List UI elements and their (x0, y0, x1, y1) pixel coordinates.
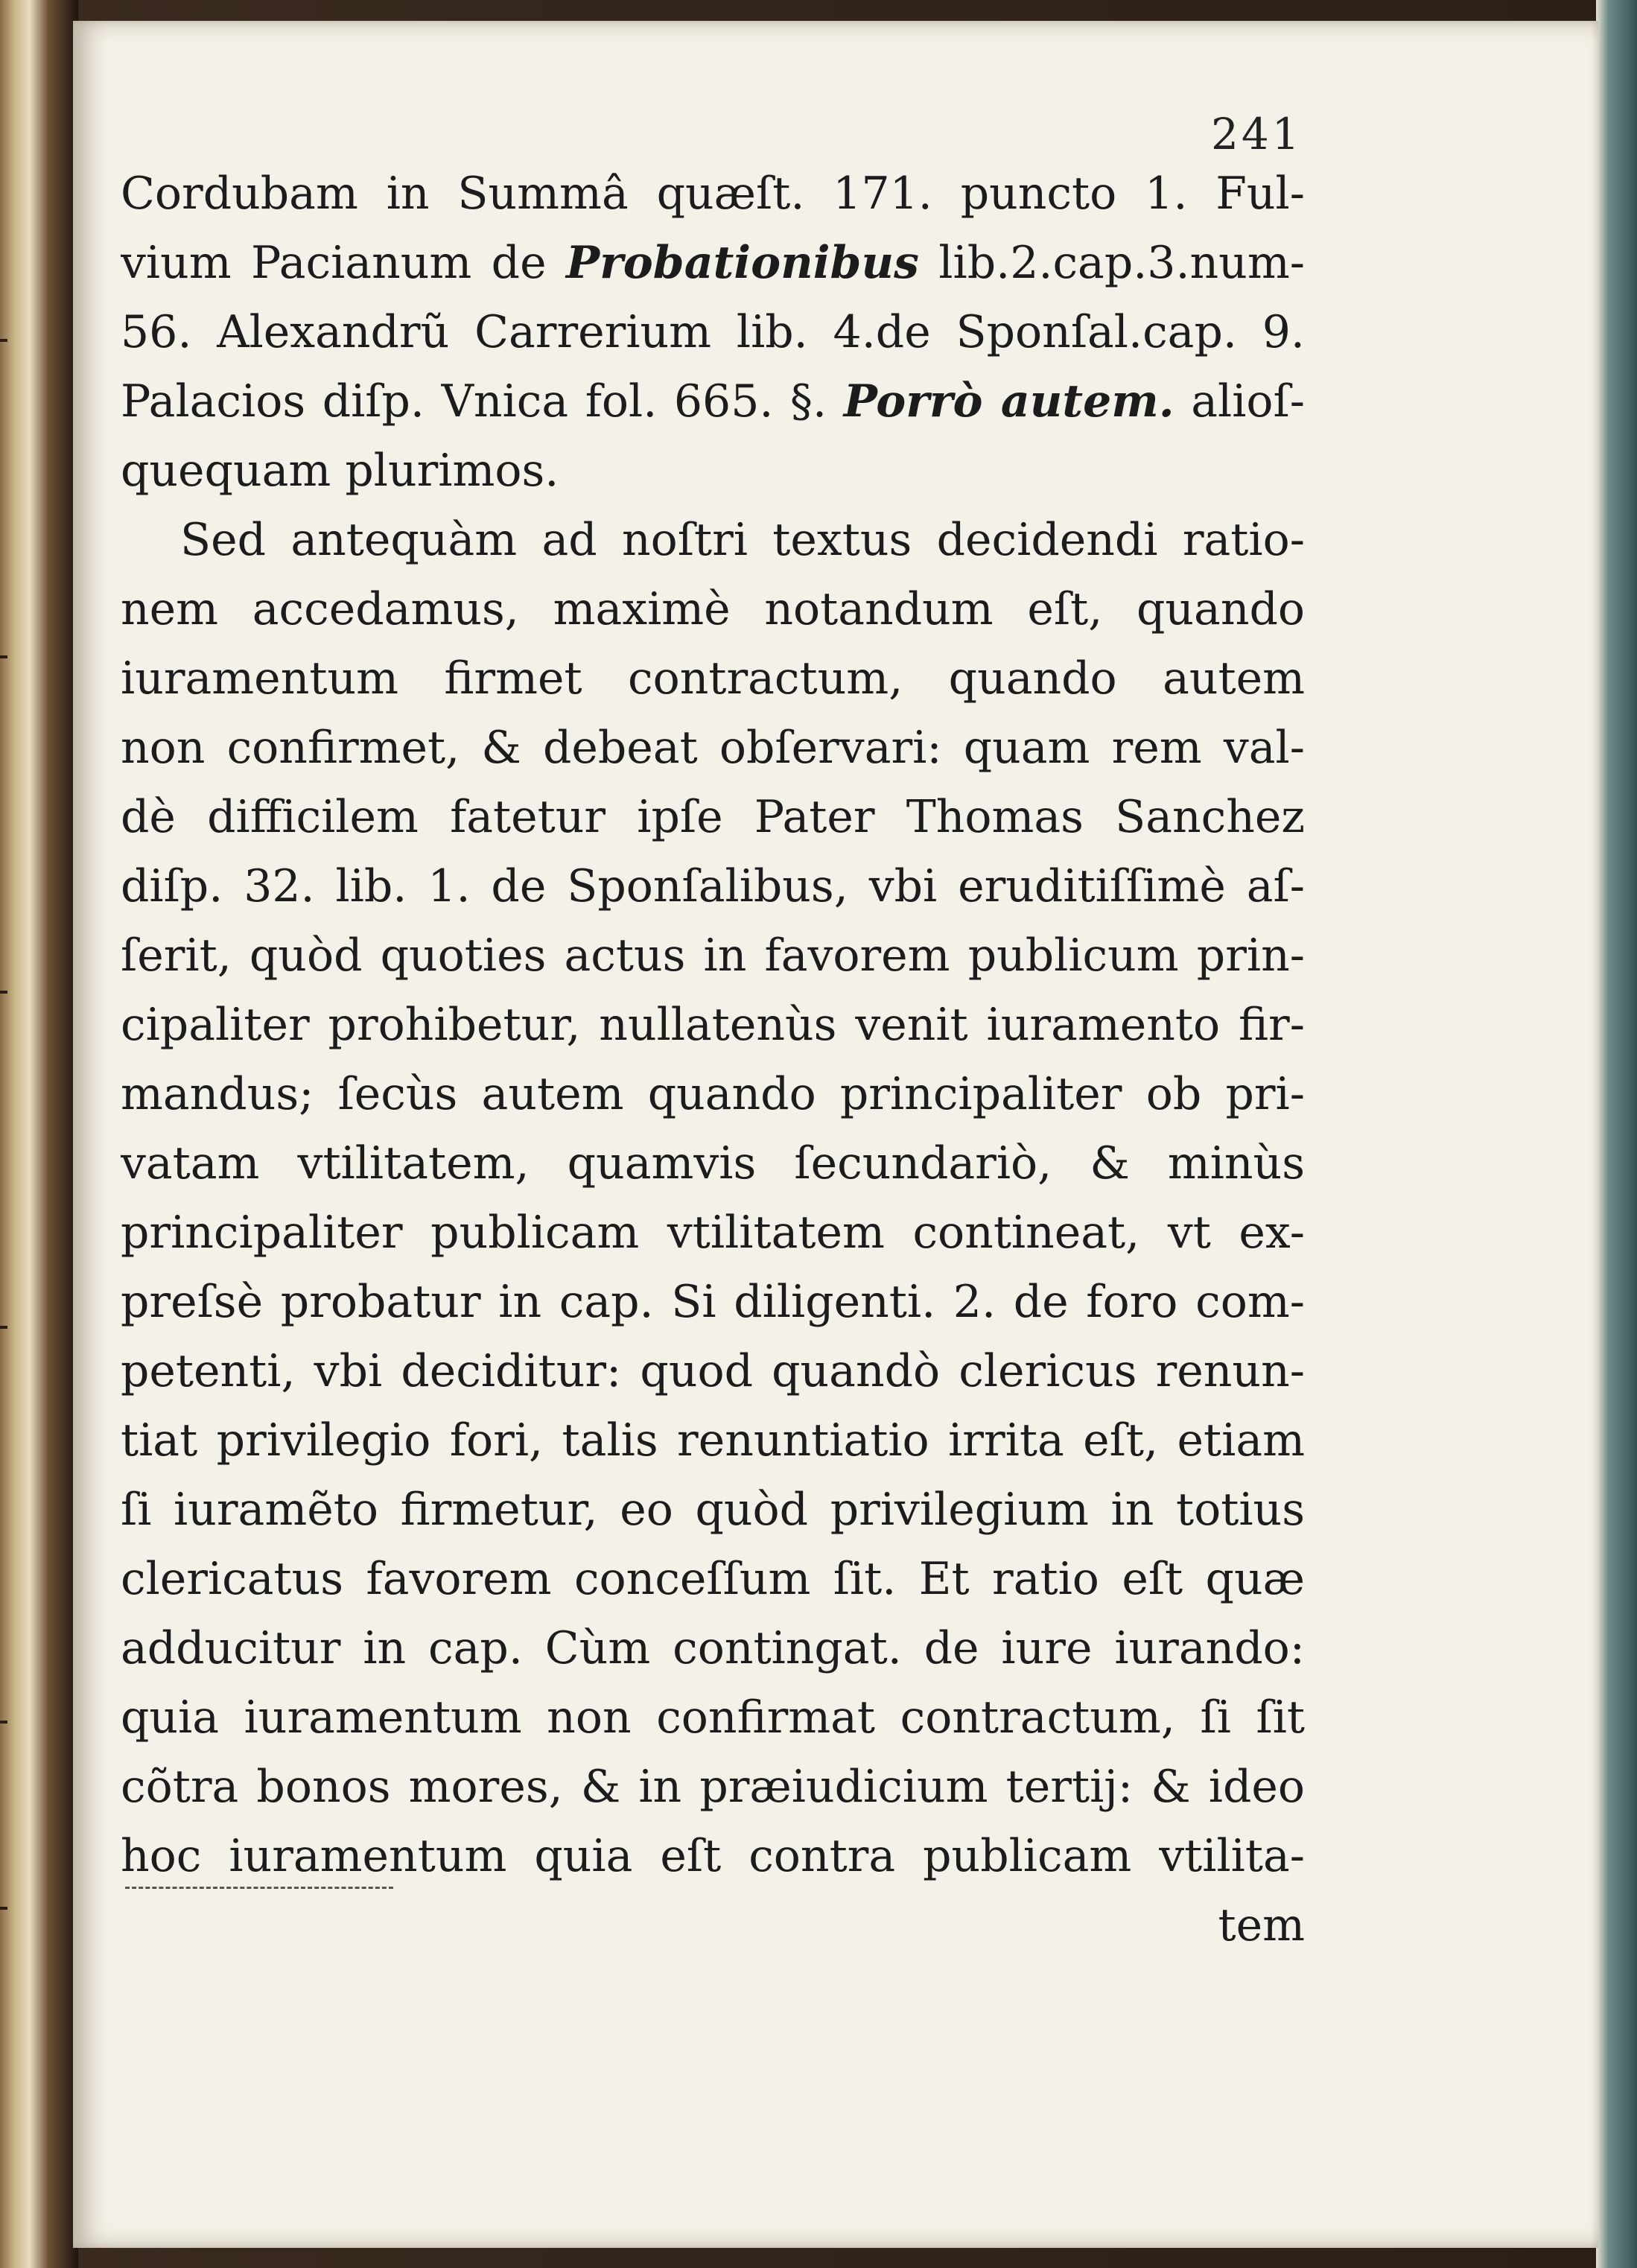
paragraph-start-line: Sed antequàm ad noſtri textus decidendi ratio- (180, 514, 1305, 566)
text-line: nem accedamus, maximè notandum eſt, quando (121, 583, 1305, 635)
text-line: dè difficilem fatetur ipſe Pater Thomas Sanchez (121, 791, 1305, 843)
book-board-edge (1596, 0, 1637, 2268)
text-line: ſi iuramẽto firmetur, eo quòd privilegium in totius (121, 1484, 1305, 1536)
italic-reference: Porrò autem. (843, 375, 1174, 428)
text-line: petenti, vbi deciditur: quod quandò clericus renun- (121, 1345, 1305, 1397)
text-line: hoc iuramentum quia eſt contra publicam vtilita- (121, 1830, 1305, 1882)
page-number: 241 (1211, 109, 1303, 159)
text-line: mandus; ſecùs autem quando principaliter ob pri- (121, 1068, 1305, 1120)
book-page (73, 21, 1598, 2248)
text-line: tiat privilegio fori, talis renuntiatio irrita eſt, etiam (121, 1414, 1305, 1467)
text-line: Cordubam in Summâ quæſt. 171. puncto 1. Ful- (121, 168, 1305, 220)
text-line: quequam plurimos. (121, 445, 559, 497)
edge-mark (0, 1326, 7, 1329)
text-line: iuramentum firmet contractum, quando autem (121, 652, 1305, 705)
text-line: diſp. 32. lib. 1. de Sponſalibus, vbi eruditiſſimè aſ- (121, 860, 1305, 912)
text-line: cõtra bonos mores, & in præiudicium tertij: & ideo (121, 1761, 1305, 1813)
text-line: quia iuramentum non confirmat contractum, ſi ſit (121, 1692, 1305, 1744)
edge-mark (0, 655, 7, 658)
text-line: vatam vtilitatem, quamvis ſecundariò, & minùs (121, 1137, 1305, 1189)
text-line: Palacios diſp. Vnica fol. 665. §. Porrò autem. alioſ- (121, 375, 1305, 428)
bottom-rule (125, 1887, 393, 1889)
text-line: vium Pacianum de Probationibus lib.2.cap.3.num- (121, 237, 1305, 289)
text-line: ſerit, quòd quoties actus in favorem publicum prin- (121, 930, 1305, 982)
text-line: cipaliter prohibetur, nullatenùs venit iuramento fir- (121, 999, 1305, 1051)
text-line: clericatus favorem conceſſum ſit. Et ratio eſt quæ (121, 1553, 1305, 1605)
italic-reference: Probationibus (566, 237, 919, 289)
edge-mark (0, 1907, 7, 1910)
edge-mark (0, 991, 7, 994)
edge-mark (0, 339, 7, 342)
text-block (121, 159, 1305, 1960)
text-line: non confirmet, & debeat obſervari: quam rem val- (121, 722, 1305, 774)
text-line: principaliter publicam vtilitatem contineat, vt ex- (121, 1207, 1305, 1259)
text-line: preſsè probatur in cap. Si diligenti. 2. de foro com- (121, 1276, 1305, 1328)
text-line: 56. Alexandrũ Carrerium lib. 4.de Sponſal.cap. 9. (121, 306, 1305, 358)
edge-mark (0, 1721, 7, 1724)
text-line: adducitur in cap. Cùm contingat. de iure iurando: (121, 1622, 1305, 1674)
catchword: tem (1218, 1899, 1305, 1951)
book-spine-edge (0, 0, 78, 2268)
